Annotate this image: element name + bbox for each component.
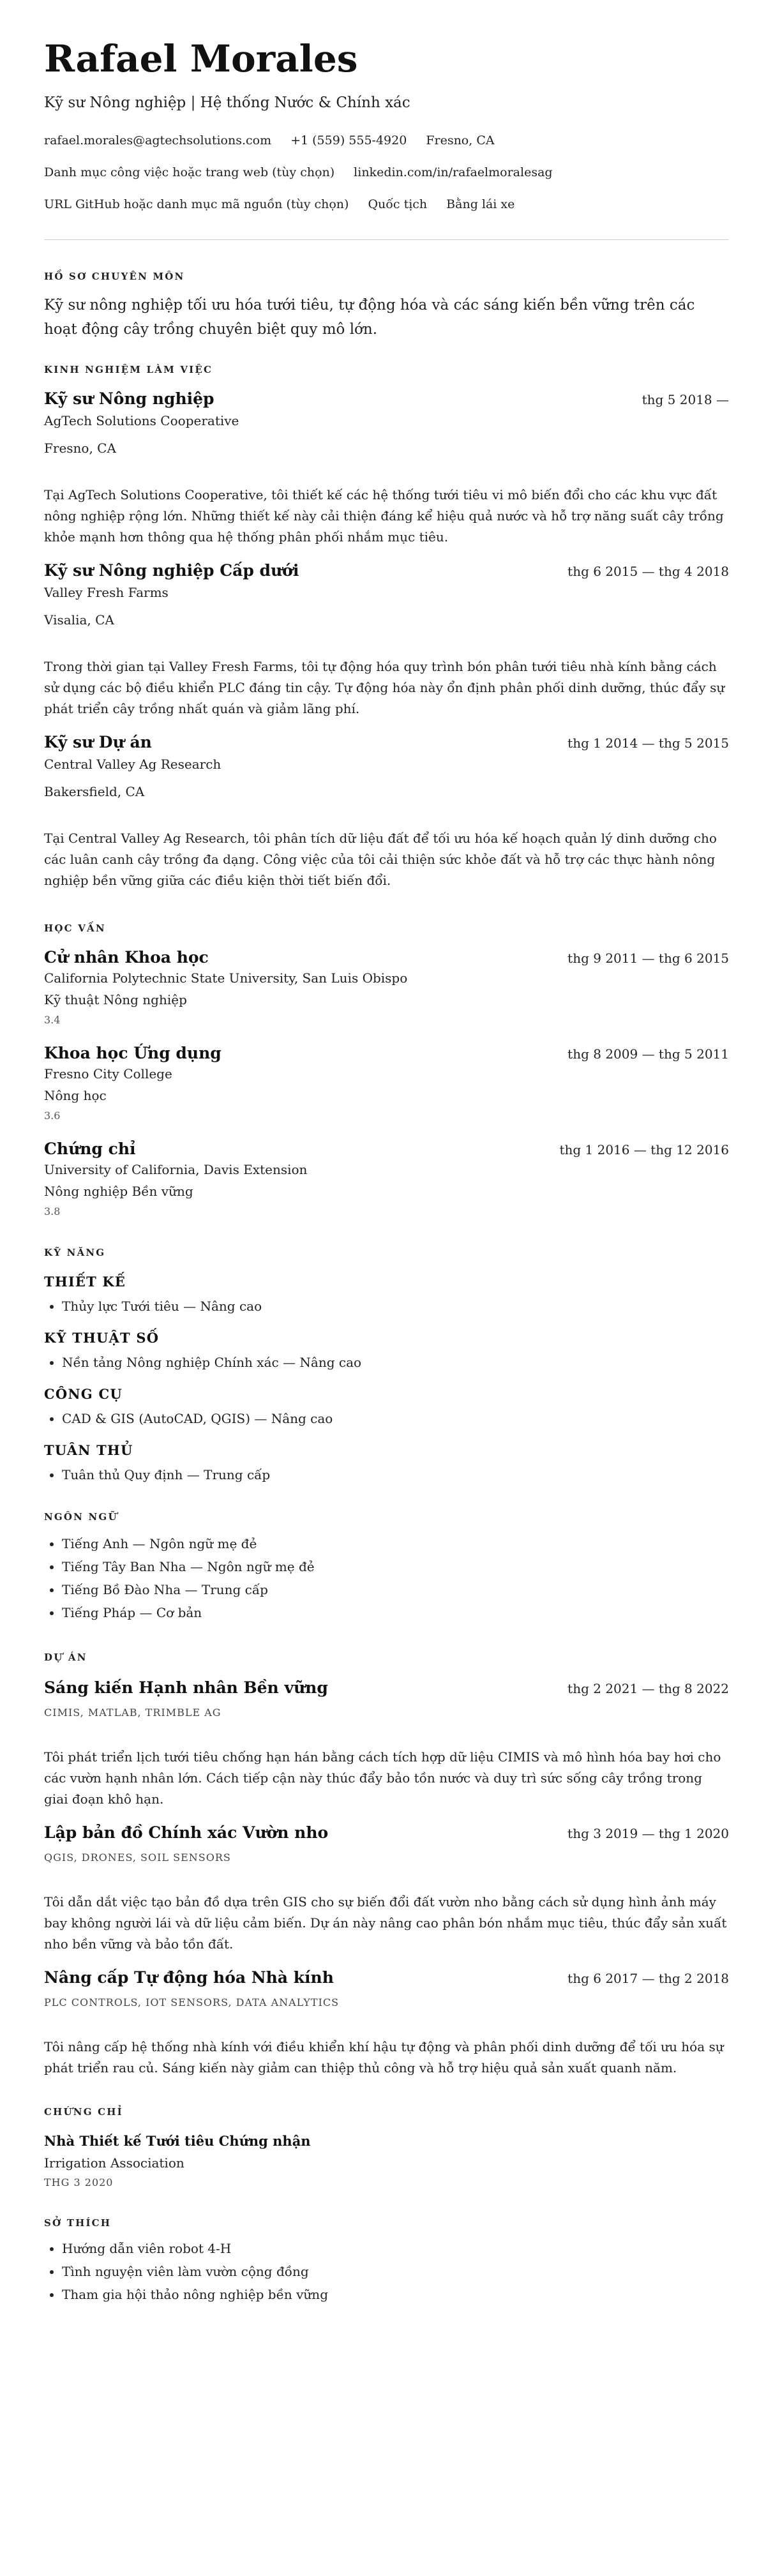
interests-section-title: SỞ THÍCH xyxy=(44,2217,112,2229)
job-description: Tại AgTech Solutions Cooperative, tôi thiết kế các hệ thống tưới tiêu vi mô biến đổi cho các khu vực đất nông nghiệp rộng lớn. Những thiết kế này cải thiện đáng kể hiệu quả nước và hỗ trợ năng suất cây trồng khỏe mạnh hơn thông qua hệ thống phân phối nhắm mục tiêu. xyxy=(44,487,724,545)
job-dates: thg 5 2018 — xyxy=(642,392,729,407)
candidate-subtitle: Kỹ sư Nông nghiệp | Hệ thống Nước & Chính xác xyxy=(44,94,410,111)
job-description: Trong thời gian tại Valley Fresh Farms, tôi tự động hóa quy trình bón phân tưới tiêu nhà kính bằng cách sử dụng các bộ điều khiển PLC đáng tin cậy. Tự động hóa này ổn định phân phối dinh dưỡng, thúc đẩy sự phát triển cây trồng nhất quán và giảm lãng phí. xyxy=(44,659,725,716)
gpa-value: 3.6 xyxy=(44,1110,61,1122)
education-dates: thg 1 2016 — thg 12 2016 xyxy=(559,1142,729,1157)
resume-content xyxy=(44,37,729,2306)
certificate-issuer: Irrigation Association xyxy=(44,2155,184,2171)
education-entry xyxy=(44,947,729,1028)
github-link[interactable]: URL GitHub hoặc danh mục mã nguồn (tùy chọn) xyxy=(44,197,349,211)
contact-row-primary xyxy=(44,132,729,149)
gpa-value: 3.4 xyxy=(44,1014,61,1026)
job-location: Fresno, CA xyxy=(44,441,116,456)
school-name: University of California, Davis Extension xyxy=(44,1162,308,1177)
language-item: • Tiếng Pháp — Cơ bản xyxy=(62,1601,729,1624)
skill-item: • Thủy lực Tưới tiêu — Nâng cao xyxy=(62,1295,729,1318)
project-dates: thg 3 2019 — thg 1 2020 xyxy=(567,1826,729,1841)
school-name: California Polytechnic State University, San Luis Obispo xyxy=(44,970,408,986)
experience-entry xyxy=(44,389,729,548)
certificate-name: Nhà Thiết kế Tưới tiêu Chứng nhận xyxy=(44,2133,311,2149)
profile-section-title: HỒ SƠ CHUYÊN MÔN xyxy=(44,271,185,282)
skill-list xyxy=(44,1463,729,1486)
project-name: Nâng cấp Tự động hóa Nhà kính xyxy=(44,1968,334,1987)
phone-number: +1 (559) 555-4920 xyxy=(290,133,407,147)
education-dates: thg 8 2009 — thg 5 2011 xyxy=(567,1046,729,1062)
project-entry xyxy=(44,1823,729,1955)
field-of-study: Kỹ thuật Nông nghiệp xyxy=(44,992,187,1007)
skill-item: • Tuân thủ Quy định — Trung cấp xyxy=(62,1463,729,1486)
job-dates: thg 1 2014 — thg 5 2015 xyxy=(567,735,729,751)
job-location: Visalia, CA xyxy=(44,612,114,628)
email-link[interactable]: rafael.morales@agtechsolutions.com xyxy=(44,133,272,147)
field-of-study: Nông học xyxy=(44,1088,107,1103)
language-list xyxy=(44,1532,729,1624)
skill-item: • Nền tảng Nông nghiệp Chính xác — Nâng cao xyxy=(62,1351,729,1374)
experience-entry xyxy=(44,561,729,719)
header-divider xyxy=(44,239,729,240)
degree-title: Cử nhân Khoa học xyxy=(44,948,209,967)
interest-list xyxy=(44,2237,729,2306)
company-name: Valley Fresh Farms xyxy=(44,585,169,600)
company-name: AgTech Solutions Cooperative xyxy=(44,413,239,428)
gpa-value: 3.8 xyxy=(44,1205,61,1217)
education-entry xyxy=(44,1043,729,1124)
experience-section-title: KINH NGHIỆM LÀM VIỆC xyxy=(44,364,213,375)
job-location: Bakersfield, CA xyxy=(44,784,145,799)
project-entry xyxy=(44,1678,729,1810)
nationality-text: Quốc tịch xyxy=(368,197,428,211)
linkedin-link[interactable]: linkedin.com/in/rafaelmoralesag xyxy=(354,165,553,179)
language-item: • Tiếng Bồ Đào Nha — Trung cấp xyxy=(62,1578,729,1601)
interest-item: • Tình nguyện viên làm vườn cộng đồng xyxy=(62,2260,729,2283)
skill-category: CÔNG CỤ xyxy=(44,1386,123,1402)
candidate-name: Rafael Morales xyxy=(44,37,358,80)
skills-section-title: KỸ NĂNG xyxy=(44,1247,106,1258)
project-tools: PLC CONTROLS, IOT SENSORS, DATA ANALYTICS xyxy=(44,1996,340,2008)
project-dates: thg 6 2017 — thg 2 2018 xyxy=(567,1971,729,1986)
degree-title: Khoa học Ứng dụng xyxy=(44,1044,222,1062)
experience-entry xyxy=(44,732,729,891)
certificate-date: THG 3 2020 xyxy=(44,2176,114,2188)
contact-row-links xyxy=(44,164,729,181)
education-section-title: HỌC VẤN xyxy=(44,923,106,934)
project-tools: CIMIS, MATLAB, TRIMBLE AG xyxy=(44,1706,222,1719)
languages-section-title: NGÔN NGỮ xyxy=(44,1511,118,1523)
skill-category: TUÂN THỦ xyxy=(44,1442,133,1458)
job-description: Tại Central Valley Ag Research, tôi phân tích dữ liệu đất để tối ưu hóa kế hoạch quản lý dinh dưỡng cho các luân canh cây trồng đa dạng. Công việc của tôi cải thiện sức khỏe đất và hỗ trợ các thực hành nông nghiệp bền vững giữa các điều kiện thời tiết biến đổi. xyxy=(44,831,717,888)
skill-category: KỸ THUẬT SỐ xyxy=(44,1330,160,1346)
portfolio-link[interactable]: Danh mục công việc hoặc trang web (tùy chọn) xyxy=(44,165,335,179)
job-title: Kỹ sư Nông nghiệp xyxy=(44,389,214,408)
project-name: Sáng kiến Hạnh nhân Bền vững xyxy=(44,1678,328,1697)
degree-title: Chứng chỉ xyxy=(44,1140,136,1158)
field-of-study: Nông nghiệp Bền vững xyxy=(44,1184,193,1199)
license-text: Bằng lái xe xyxy=(446,197,515,211)
location-text: Fresno, CA xyxy=(426,133,495,147)
skill-item: • CAD & GIS (AutoCAD, QGIS) — Nâng cao xyxy=(62,1407,729,1430)
company-name: Central Valley Ag Research xyxy=(44,757,222,772)
skill-list xyxy=(44,1295,729,1318)
project-description: Tôi phát triển lịch tưới tiêu chống hạn hán bằng cách tích hợp dữ liệu CIMIS và mô hình hóa bay hơi cho các vườn hạnh nhân lớn. Cách tiếp cận này thúc đẩy bảo tồn nước và duy trì sức sống cây trồng trong giai đoạn khô hạn. xyxy=(44,1749,721,1807)
contact-row-extra xyxy=(44,196,729,213)
project-tools: QGIS, DRONES, SOIL SENSORS xyxy=(44,1851,231,1864)
interest-item: • Tham gia hội thảo nông nghiệp bền vững xyxy=(62,2283,729,2306)
project-description: Tôi nâng cấp hệ thống nhà kính với điều khiển khí hậu tự động và phân phối dinh dưỡng để tối ưu hóa sự phát triển rau củ. Sáng kiến này giảm can thiệp thủ công và hỗ trợ hiệu quả sản xuất quanh năm. xyxy=(44,2039,724,2075)
job-title: Kỹ sư Nông nghiệp Cấp dưới xyxy=(44,561,299,580)
language-item: • Tiếng Tây Ban Nha — Ngôn ngữ mẹ đẻ xyxy=(62,1555,729,1578)
job-title: Kỹ sư Dự án xyxy=(44,733,152,751)
profile-summary: Kỹ sư nông nghiệp tối ưu hóa tưới tiêu, tự động hóa và các sáng kiến bền vững trên các hoạt động cây trồng chuyên biệt quy mô lớn. xyxy=(44,297,695,338)
skill-list xyxy=(44,1407,729,1430)
interest-item: • Hướng dẫn viên robot 4-H xyxy=(62,2237,729,2260)
projects-section-title: DỰ ÁN xyxy=(44,1652,87,1663)
job-dates: thg 6 2015 — thg 4 2018 xyxy=(567,564,729,579)
education-entry xyxy=(44,1139,729,1219)
project-name: Lập bản đồ Chính xác Vườn nho xyxy=(44,1823,329,1842)
project-entry xyxy=(44,1968,729,2079)
school-name: Fresno City College xyxy=(44,1066,172,1081)
language-item: • Tiếng Anh — Ngôn ngữ mẹ đẻ xyxy=(62,1532,729,1555)
certificates-section-title: CHỨNG CHỈ xyxy=(44,2106,123,2118)
skill-list xyxy=(44,1351,729,1374)
certificate-entry xyxy=(44,2132,729,2190)
project-dates: thg 2 2021 — thg 8 2022 xyxy=(567,1681,729,1696)
skill-category: THIẾT KẾ xyxy=(44,1274,126,1290)
project-description: Tôi dẫn dắt việc tạo bản đồ dựa trên GIS cho sự biến đổi đất vườn nho bằng cách sử dụng hình ảnh máy bay không người lái và dữ liệu cảm biến. Dự án này nâng cao phân bón nhắm mục tiêu, thúc đẩy sản xuất nho bền vững và bảo tồn đất. xyxy=(44,1894,727,1952)
education-dates: thg 9 2011 — thg 6 2015 xyxy=(567,951,729,966)
